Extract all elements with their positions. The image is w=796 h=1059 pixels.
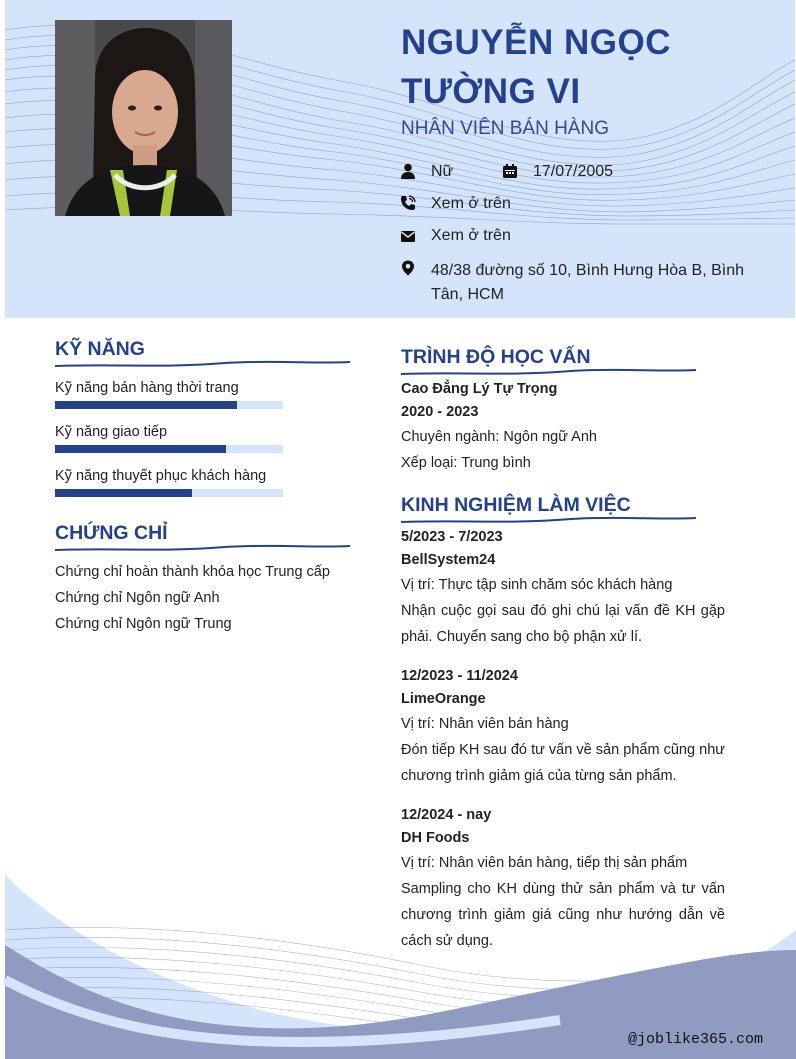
experience-description-3: Sampling cho KH dùng thử sản phẩm và tư vấn chương trình giảm giá cũng như hướng dẫn về cách sử dụng. [401, 881, 725, 949]
user-icon [400, 163, 416, 179]
address-value: 48/38 đường số 10, Bình Hưng Hòa B, Bình Tân, HCM [431, 262, 744, 303]
email-value: Xem ở trên [431, 227, 511, 244]
birthdate-value: 17/07/2005 [533, 163, 614, 180]
skills-underline [55, 358, 350, 370]
email-icon [400, 228, 416, 244]
skill-label-2: Kỹ năng giao tiếp [55, 424, 168, 440]
education-major: Chuyên ngành: Ngôn ngữ Anh [401, 429, 597, 445]
certificates-title: CHỨNG CHỈ [55, 522, 168, 544]
experience-description-1: Nhận cuộc gọi sau đó ghi chú lại vấn đề KH gặp phải. Chuyển sang cho bộ phận xử lí. [401, 603, 725, 645]
skill-bar-2 [55, 445, 283, 453]
education-period: 2020 - 2023 [401, 404, 479, 420]
certificate-item-3: Chứng chỉ Ngôn ngữ Trung [55, 616, 232, 632]
experience-period-3: 12/2024 - nay [401, 807, 492, 823]
skill-bar-fill-2 [55, 445, 226, 453]
job-title: NHÂN VIÊN BÁN HÀNG [401, 118, 609, 139]
experience-position-2: Vị trí: Nhân viên bán hàng [401, 716, 569, 732]
experience-company-1: BellSystem24 [401, 552, 496, 568]
experience-period-1: 5/2023 - 7/2023 [401, 529, 503, 545]
certificate-item-1: Chứng chỉ hoàn thành khóa học Trung cấp [55, 564, 330, 580]
experience-period-2: 12/2023 - 11/2024 [401, 668, 518, 684]
full-name: NGUYỄN NGỌC TƯỜNG VI [401, 23, 671, 111]
experience-position-3: Vị trí: Nhân viên bán hàng, tiếp thị sản phẩm [401, 855, 688, 871]
experience-underline [401, 514, 696, 526]
skill-label-1: Kỹ năng bán hàng thời trang [55, 380, 239, 396]
education-underline [401, 366, 696, 378]
experience-description-2: Đón tiếp KH sau đó tư vấn về sản phẩm cũng như chương trình giảm giá của từng sản phẩm. [401, 742, 725, 784]
skill-bar-3 [55, 489, 283, 497]
calendar-icon [502, 163, 518, 179]
education-title: TRÌNH ĐỘ HỌC VẤN [401, 346, 591, 368]
skills-title: KỸ NĂNG [55, 338, 145, 360]
skill-bar-fill-3 [55, 489, 192, 497]
experience-title: KINH NGHIỆM LÀM VIỆC [401, 494, 631, 516]
certificates-underline [55, 542, 350, 554]
profile-photo [55, 20, 232, 216]
experience-company-2: LimeOrange [401, 691, 486, 707]
location-icon [400, 260, 416, 276]
skill-bar-1 [55, 401, 283, 409]
education-school: Cao Đẳng Lý Tự Trọng [401, 381, 558, 397]
gender-value: Nữ [431, 163, 454, 180]
phone-icon [400, 195, 416, 211]
skill-label-3: Kỹ năng thuyết phục khách hàng [55, 468, 267, 484]
education-grade: Xếp loại: Trung bình [401, 455, 531, 471]
phone-value: Xem ở trên [431, 195, 511, 212]
experience-position-1: Vị trí: Thực tập sinh chăm sóc khách hàng [401, 577, 673, 593]
skill-bar-fill-1 [55, 401, 237, 409]
certificate-item-2: Chứng chỉ Ngôn ngữ Anh [55, 590, 220, 606]
experience-company-3: DH Foods [401, 830, 470, 846]
watermark: @joblike365.com [628, 1031, 764, 1048]
